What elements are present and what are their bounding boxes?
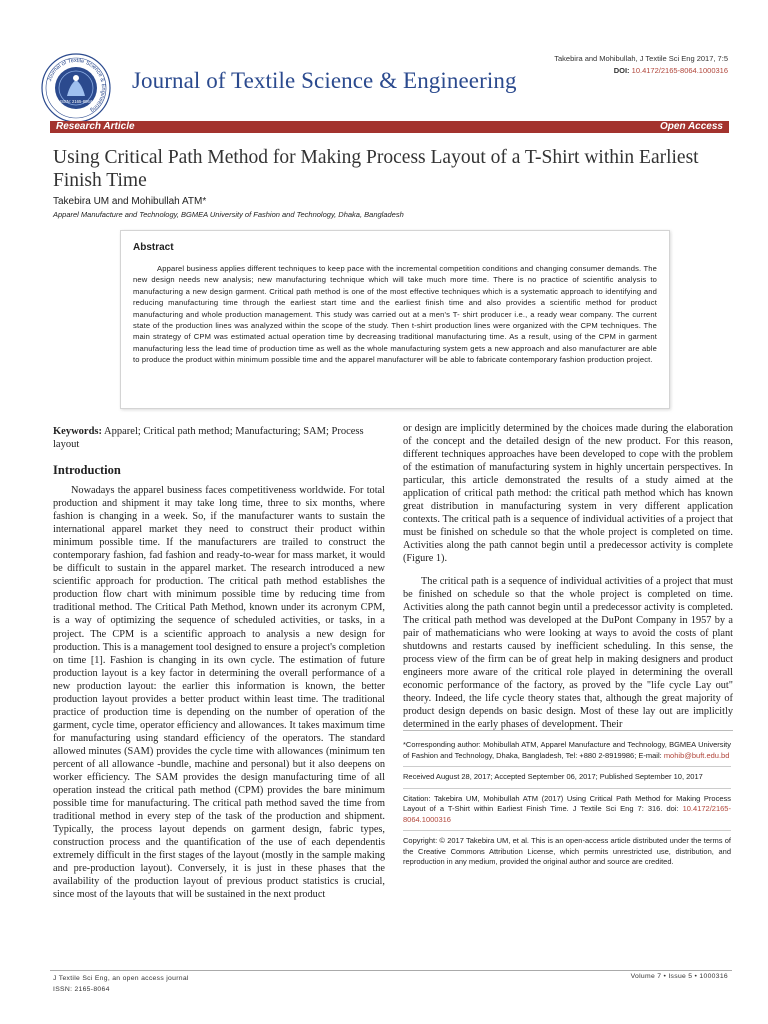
intro-paragraph-1: Nowadays the apparel business faces competitiveness worldwide. For total production and shipment it may take long time, three to six months, where fashion is changing in a week. So, if the manufacturer wants to sustain the international apparel market they need to construct their product within minimum possible time. If the manufacturers are trailed to construct the contemporary fashion, fad fashion and ready-to-wear for mass market, it would be difficult to sustain in the apparel market. The research introduced a new scientific approach for production. The critical path method establishes the production flow chart with minimum possible time by reducing time from traditional method. The Critical Path Method, known under its acronym CPM, is a way of optimizing the sequence of scheduled activities, or tasks, in a project. The CPM is a scientific approach to analysis a new design for production. This is a management tool designed to ensure a project's completion on time [1]. Fashion is changing in its own cycle. The estimation of future production layout is a key factor in determining the overall performance of a new production layout: the earlier this information is known, the better production layout provides a better product within least time. The traditional practice of production time is depending on the number of operation of the garment, cycle time, operator efficiency and allowances. It takes maximum time for manufacturing using standard efficiency of the operators. The standard allowed minutes (SAM) provides the cycle time with allowances (minimum ten percent of all allowance -bundle, machine and personal) but it also deepens on worker efficiency. The SAM provides the design manufacturing time of all operation instead the critical path method (CPM) provides the bare minimum possible time for manufacturing. The critical path method saved the time from traditional method in every step of the task of the production and shipment. Typically, the process layout depends on garment design, fabric types, construction process and the quantification of the use of each dependentis extremely difficult in the first stages of the layout (mostly in the sample making and pre-production layout). Conversely, it is just in these phases that the availability of the production layout of previous product statistics is crucial, since most of the layouts that will be sustained in the next product (53, 485, 385, 901)
intro-paragraph-3: The critical path is a sequence of individual activities of a project that must be finished on schedule so that the whole project is completed on time. Activities along the path cannot begin until a predecessor activity is completed. The critical path method was developed at the DuPont Company in 1957 by a pair of mathematicians who were looking at ways to avoid the costs of plant shutdowns and restarts caused by inefficient scheduling. In this sense, the process view of the firm can be of great help in making designers and product engineers more aware of the critical role played in determining the overall economic performance of the factory, as proved by the "life cycle Lay out" theory. Indeed, the life cycle theory states that, although the great majority of product design depends on basic design. Most of these lay out are implicitly determined in the early phases of development. Their (403, 575, 733, 731)
right-column (403, 422, 733, 731)
article-type-ribbon (50, 121, 729, 133)
footnotes (403, 740, 731, 868)
header-citation: Takebira and Mohibullah, J Textile Sci Eng 2017, 7:5 (554, 54, 728, 63)
logo-ring-text: Journal of Textile Science & Engineering (46, 57, 107, 114)
header-citation-block (554, 53, 728, 77)
citation-note (403, 794, 731, 826)
received-dates-note: Received August 28, 2017; Accepted September 06, 2017; Published September 10, 2017 (403, 772, 703, 781)
keywords-label: Keywords: (53, 426, 102, 437)
keywords-text: Apparel; Critical path method; Manufacturing; SAM; Process layout (53, 426, 364, 450)
citation-doi-link[interactable]: 10.4172/2165-8064.1000316 (403, 804, 731, 824)
header-doi-link[interactable]: 10.4172/2165-8064.1000316 (631, 66, 728, 75)
introduction-heading: Introduction (53, 463, 121, 477)
header-doi-line (554, 65, 728, 77)
journal-logo (38, 50, 114, 126)
footer-volume-info (631, 973, 728, 980)
corresponding-author-note (403, 740, 731, 761)
footer-volume: Volume 7 • Issue 5 • 1000316 (630, 973, 728, 980)
article-title: Using Critical Path Method for Making Process Layout of a T-Shirt within Earliest Finish Time (53, 147, 699, 191)
header-doi-label: DOI: (613, 66, 630, 75)
author-affiliation: Apparel Manufacture and Technology, BGMEA University of Fashion and Technology, Dhaka, Bangladesh (53, 210, 404, 219)
notes-divider (403, 730, 733, 731)
note-divider (403, 830, 731, 831)
footer-journal-info (53, 973, 189, 995)
corresponding-author-text: *Corresponding author: Mohibullah ATM, Apparel Manufacture and Technology, BGMEA University of Fashion and Technology, Dhaka, Bangladesh, Tel: +880 2-8919986; E-mail: (403, 740, 731, 760)
copyright-note: Copyright: © 2017 Takebira UM, et al. This is an open-access article distributed under the terms of the Creative Commons Attribution License, which permits unrestricted use, distribution, and reproduction in any medium, provided the original author and source are credited. (403, 836, 731, 866)
keywords (53, 425, 385, 451)
author-email-link[interactable]: mohib@buft.edu.bd (663, 750, 730, 760)
abstract-text: Apparel business applies different techniques to keep pace with the incremental competition conditions and changing consumer demands. The new design needs new analysis; new manufacturing technique which will take much more time. There is no practice of scientific analysis to manufacturing a new design garment. Critical path method is one of the most effective techniques which is a systematic approach to identifying and reducing manufacturing time through the earliest start time and the earliest finish time and also provides a scientific method for product manufacturing and whole production management. This study was carried out at a men's T- shirt producer i.e., a ready wear company. The current state of the production lines was analyzed within the scope of the study. Then t-shirt production lines were organized with the CPM techniques. The main strategy of CPM was estimated actual operation time by decreasing traditional manufacturing time. As a result, using of the CPM in garment manufacturing less the lead time of production time as well as the whole manufacturing system gets a new approach and also manufacturer are able to produce the product within minimum possible time and the apparel manufacturer will be able to fabricate contemporary fashion production project. (133, 264, 657, 365)
journal-title[interactable]: Journal of Textile Science & Engineering (132, 68, 517, 93)
abstract-heading: Abstract (133, 242, 174, 253)
footer-journal-line: J Textile Sci Eng, an open access journal (53, 975, 189, 982)
note-divider (403, 766, 731, 767)
logo-issn: ISSN: 2165-8064 (59, 99, 93, 104)
note-divider (403, 788, 731, 789)
left-column (53, 425, 385, 902)
article-authors: Takebira UM and Mohibullah ATM* (53, 196, 207, 207)
abstract-box (120, 230, 670, 409)
footer-divider (50, 970, 732, 971)
footer-issn: ISSN: 2165-8064 (53, 986, 110, 993)
article-type-label: Research Article (56, 121, 135, 132)
open-access-label: Open Access (660, 121, 723, 132)
intro-paragraph-2: or design are implicitly determined by the choices made during the elaboration of the concept and the detailed design of the new product. For this reason, different techniques approaches have been developed to cope with the problem of the estimation of manufacturing system in highly uncertain perspectives. In particular, this article demonstrated the results of a study aimed at the application of critical path method: the critical path method which has known great distribution in manufacturing system in very different application contexts. The critical path is a sequence of individual activities of a project that must be finished on schedule so that the whole project is completed on time. Activities along the path cannot begin until a predecessor activity is complete (Figure 1). (403, 423, 733, 565)
citation-text: Citation: Takebira UM, Mohibullah ATM (2017) Using Critical Path Method for Making Process Layout of a T-Shirt within Earliest Finish Time. J Textile Sci Eng 7: 316. doi: (403, 793, 731, 813)
